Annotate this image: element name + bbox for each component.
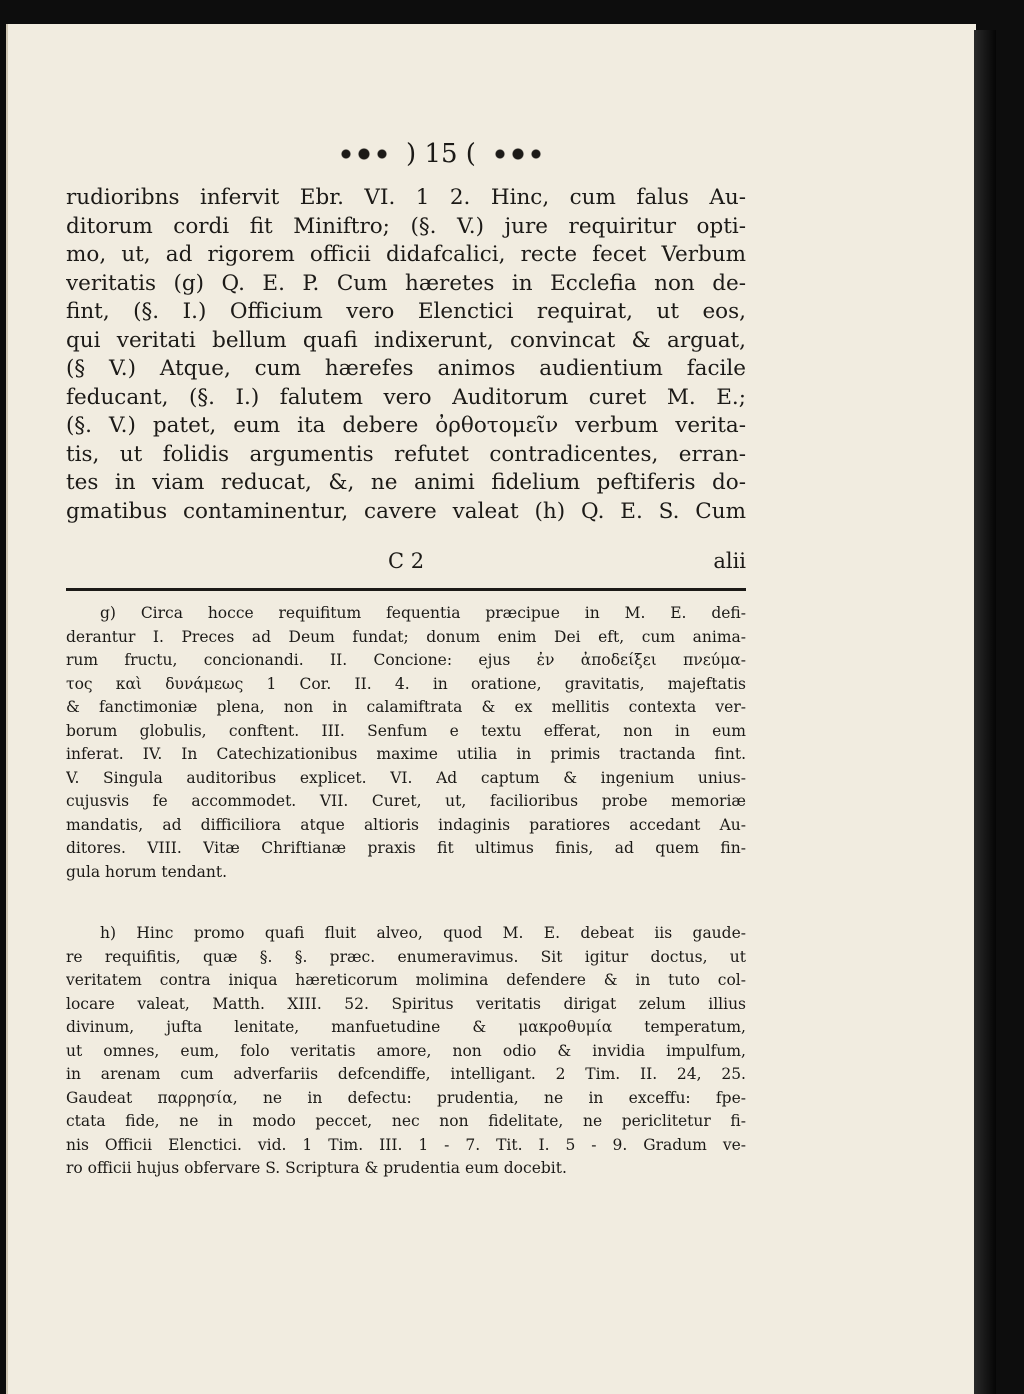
text-line: tes in viam reducat, &, ne animi fidelium peftiferis do- bbox=[66, 470, 746, 495]
catchword: alii bbox=[713, 549, 746, 573]
note-line: Gaudeat παρρησία, ne in defectu: prudentia, ne in exceffu: fpe- bbox=[66, 1088, 746, 1107]
note-line: ro officii hujus obfervare S. Scriptura & prudentia eum docebit. bbox=[66, 1159, 567, 1177]
text-line: ditorum cordi fit Miniftro; (§. V.) jure requiritur opti- bbox=[66, 213, 746, 239]
note-line: re requifitis, quæ §. §. præc. enumeravimus. Sit igitur doctus, ut bbox=[66, 947, 746, 966]
footnote-g bbox=[66, 602, 746, 884]
signature-line bbox=[66, 549, 746, 577]
note-line: mandatis, ad difficiliora atque altioris indaginis paratiores accedant Au- bbox=[66, 815, 746, 834]
paper-sheet bbox=[6, 24, 976, 1394]
page-edge-shadow bbox=[974, 30, 996, 1394]
note-line: & fanctimoniæ plena, non in calamiftrata & ex mellitis contexta ver- bbox=[66, 698, 746, 716]
note-line: ctata fide, ne in modo peccet, nec non fidelitate, ne periclitetur fi- bbox=[66, 1112, 746, 1130]
footnote-h bbox=[66, 922, 746, 1181]
note-line: ditores. VIII. Vitæ Chriftianæ praxis fit ultimus finis, ad quem fin- bbox=[66, 839, 746, 857]
note-line: ut omnes, eum, folo veritatis amore, non odio & invidia impulfum, bbox=[66, 1041, 746, 1060]
text-line: veritatis (g) Q. E. P. Cum hæretes in Ecclefia non de- bbox=[66, 270, 746, 296]
text-line: fint, (§. I.) Officium vero Elenctici requirat, ut eos, bbox=[66, 299, 746, 324]
text-line: (§ V.) Atque, cum hærefes animos audientium facile bbox=[66, 356, 746, 381]
right-ornament-icon bbox=[488, 146, 548, 162]
note-line: inferat. IV. In Catechizationibus maxime utilia in primis tractanda fint. bbox=[66, 745, 746, 763]
text-line: (§. V.) patet, eum ita debere ὀρθοτομεῖν verbum verita- bbox=[66, 413, 746, 438]
note-line: borum globulis, conftent. III. Senfum e textu efferat, non in eum bbox=[66, 721, 746, 740]
note-line: V. Singula auditoribus explicet. VI. Ad captum & ingenium unius- bbox=[66, 768, 746, 787]
footnotes bbox=[66, 602, 746, 1177]
note-line: divinum, jufta lenitate, manfuetudine & μακροθυμία temperatum, bbox=[66, 1018, 746, 1036]
main-paragraph bbox=[66, 184, 746, 526]
signature-mark: C 2 bbox=[388, 549, 425, 573]
text-line: feducant, (§. I.) falutem vero Auditorum curet M. E.; bbox=[66, 384, 746, 410]
text-line: gmatibus contaminentur, cavere valeat (h) Q. E. S. Cum bbox=[66, 498, 746, 524]
note-line: locare valeat, Matth. XIII. 52. Spiritus veritatis dirigat zelum illius bbox=[66, 994, 746, 1013]
left-ornament-icon bbox=[334, 146, 394, 162]
text-line: mo, ut, ad rigorem officii didafcalici, recte fecet Verbum bbox=[66, 242, 746, 267]
page-number: ) 15 ( bbox=[406, 139, 476, 169]
note-line: gula horum tendant. bbox=[66, 862, 228, 881]
note-line: nis Officii Elenctici. vid. 1 Tim. III. 1 - 7. Tit. I. 5 - 9. Gradum ve- bbox=[66, 1135, 746, 1154]
text-line: tis, ut folidis argumentis refutet contradicentes, erran- bbox=[66, 441, 746, 467]
note-line: g) Circa hocce requifitum fequentia præcipue in M. E. defi- bbox=[100, 604, 746, 622]
running-header bbox=[276, 134, 606, 174]
note-line: rum fructu, concionandi. II. Concione: ejus ἐν ἀποδείξει πνεύμα- bbox=[66, 651, 746, 669]
note-line: h) Hinc promo quafi fluit alveo, quod M. E. debeat iis gaude- bbox=[100, 924, 746, 942]
note-line: τος καὶ δυνάμεως 1 Cor. II. 4. in oratione, gravitatis, majeftatis bbox=[66, 674, 746, 693]
text-line: rudioribns infervit Ebr. VI. 1 2. Hinc, cum falus Au- bbox=[66, 185, 746, 210]
note-line: cujusvis fe accommodet. VII. Curet, ut, facilioribus probe memoriæ bbox=[66, 792, 746, 810]
note-line: derantur I. Preces ad Deum fundat; donum enim Dei eft, cum anima- bbox=[66, 627, 746, 646]
footnote-rule bbox=[66, 588, 746, 591]
text-line: qui veritati bellum quafi indixerunt, convincat & arguat, bbox=[66, 327, 746, 353]
note-line: veritatem contra iniqua hæreticorum molimina defendere & in tuto col- bbox=[66, 971, 746, 989]
note-line: in arenam cum adverfariis defcendiffe, intelligant. 2 Tim. II. 24, 25. bbox=[66, 1065, 746, 1083]
